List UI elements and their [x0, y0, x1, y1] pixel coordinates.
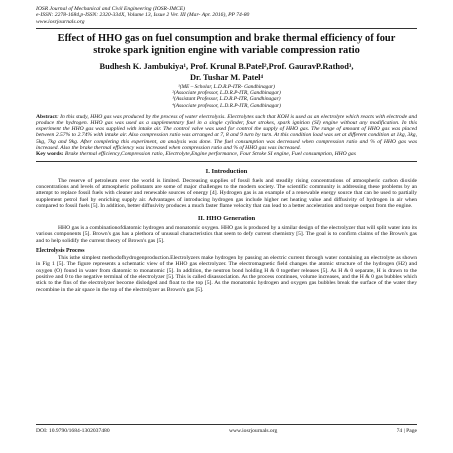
hho-generation-paragraph: HHO gas is a combinationofdiatomic hydrogen and monatomic oxygen. HHO gas is produced by a similar design of the electrolyzer that will split water into its various components [5]. Brown's gas has a plethora of unusual characteristics that seem to defy current chemistry [5]. The goal is to confirm claims of the Brown's gas and to help solidify the current theory of Brown's gas [5].: [36, 225, 417, 244]
abstract-label: Abstract: [36, 113, 57, 120]
electrolysis-heading: Electrolysis Process: [36, 248, 85, 255]
footer-page-number: 74 | Page: [396, 428, 417, 434]
authors-line-1: Budhesh K. Jambukiya¹, Prof. Krunal B.Patel²,Prof. GauravP.Rathod³,: [99, 62, 354, 72]
abstract-text: : In this study, HHO gas was produced by the process of water electrolysis. Electrolytes such that KOH is used as an electrolyte which reacts with electrode and produce the hydrogen. HHO gas was used as a supplementary fuel in a single cylinder, four strokes, spark ignition (SI) engine without any modification. In this experiment the HHO gas was supplied with intake air. The control valve was used for control the supply of HHO gas. The range of amount of HHO gas was placed between 2.57% to 2.74% with intake air. Also compression ratio was arranged at 7, 8 and 9 turn by turn. At this condition load was set at different condition at 1kg, 3kg, 5kg, 7kg and 9kg. After completing this experiment, an analysis was done. The fuel consumption was decreased when compression ratio and % of HHO gas was increased. Also the brake thermal efficiency was increased when compression ratio and % of HHO gas was increased.: [36, 113, 417, 152]
authors-line-2: Dr. Tushar M. Patel⁴: [189, 73, 263, 83]
journal-name: IOSR Journal of Mechanical and Civil Engineering (IOSR-JMCE): [36, 6, 185, 12]
introduction-paragraph: The reserve of petroleum over the world is limited. Decreasing supplies of fossil fuels and steadily rising concentrations of atmospheric carbon dioxide concentrations and levels of atmospheric pollutants are some of major challenges to the modern society. The scientific community is addressing these problems by an attempt to replace fossil fuels with cleaner and renewable sources of energy [4]. Hydrogen gas is an example of a renewable energy source that can be used to partially supplement petrol fuel by enriching supply air. Advantages of introducing hydrogen gas include higher net heating value and diffusivity of hydrogen in air when compared to fossil fuels [5]. In addition, better diffusivity produces a much faster flame velocity that can lead to a better acceleration and torque output from the engine.: [36, 177, 417, 209]
abstract: [36, 114, 417, 152]
keywords-text: Brake thermal efficiency,Compression ratio, Electrolyte,Engine performance, Four Stroke SI engine, Fuel consumption, HHO gas: [63, 151, 356, 158]
affiliation-4: ⁴(Associate professor, L.D.R.P-ITR, Gandhinagar): [172, 102, 281, 109]
affiliation-3: ³(Assistant Professor, L.D.R.P-ITR, Gandhinagar): [172, 96, 281, 103]
paper-title: Effect of HHO gas on fuel consumption and brake thermal efficiency of four stroke spark ignition engine with variable compression ratio: [57, 33, 396, 57]
footer-doi[interactable]: DOI: 10.9790/1684-1302037480: [36, 428, 110, 434]
keywords: [36, 151, 417, 157]
page-footer: [36, 424, 417, 435]
section-hho-generation-heading: II. HHO Generation: [197, 215, 256, 223]
electrolysis-paragraph: This isthe simplest methodofhydrogenproduction.Electrolyzers make hydrogen by passing an electric current through water containing an electrolyte as shown in Fig 1 [5]. The figure represents a schematic view of the HHO gas electrolyzer. The electromagnetic field changes the atomic structure of the hydrogen (H2) and oxygen (O) found in water from diatomic to monatomic [5]. In addition, the neutron bond holding H & 0 together releases [5]. As H & 0 separate, H is drawn to the positive and 0 to the negative terminal of the electrolyzer [5]. This is called disassociation. As the process continues, volume increases, and the H & 0 gas bubbles which stick to the fins of the electrolyzer become dislodged and float to the top [5]. As the monatomic hydrogen and oxygen gas bubbles break the surface of the water they recombine in the air space in the top of the electrolyzer as Brown's gas [5].: [36, 255, 417, 293]
affiliation-2: ²(Associate professor, L.D.R.P-ITR, Gandhinagar): [172, 90, 281, 97]
journal-header: [36, 6, 417, 25]
keywords-label: Key words:: [36, 151, 64, 158]
abstract-rule: [36, 161, 417, 162]
affiliations: [36, 84, 417, 108]
journal-url[interactable]: www.iosrjournals.org: [36, 18, 85, 25]
section-introduction-heading: I. Introduction: [205, 167, 248, 175]
affiliation-1: ¹(ME – Scholar, L.D.R.P-ITR- Gandhinagar): [178, 84, 275, 91]
footer-url[interactable]: www.iosrjournals.org: [228, 428, 278, 434]
header-rule: [36, 28, 417, 29]
journal-issn: e-ISSN: 2278-1684,p-ISSN: 2320-334X, Volume 13, Issue 2 Ver. III (Mar- Apr. 2016), PP 74-80: [36, 12, 250, 19]
